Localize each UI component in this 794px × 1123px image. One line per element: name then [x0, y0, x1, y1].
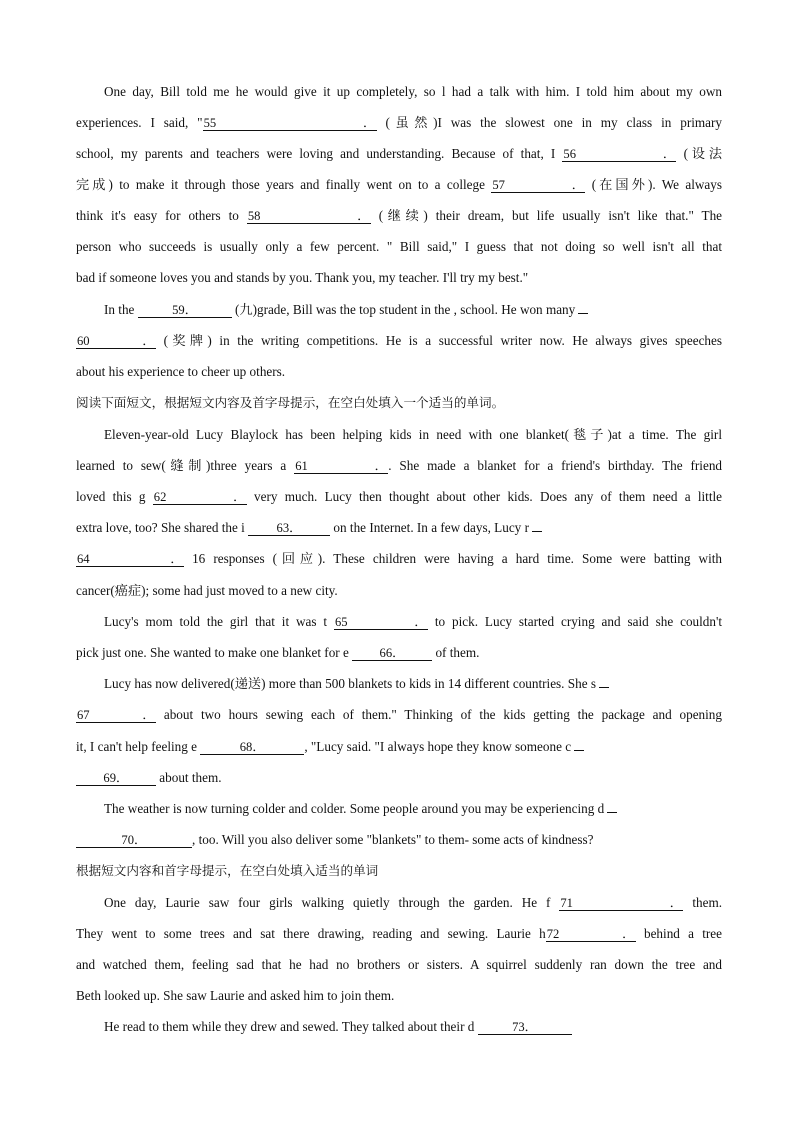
blank-67-lead [599, 675, 609, 688]
text-line: 69． about them. [76, 769, 722, 787]
text-line: school, my parents and teachers were loving and understanding. Because of that, I 56． (设法 [76, 146, 723, 161]
blank-70-lead [607, 800, 617, 813]
blank-59[interactable]: 59． [138, 303, 232, 318]
text-line: They went to some trees and sat there drawing, reading and sewing. Laurie h72． behind a tree [76, 926, 722, 941]
text-line: bad if someone loves you and stands by you. Thank you, my teacher. I'll try my best." [76, 270, 529, 285]
blank-67[interactable]: 67． [77, 708, 155, 722]
blank-72[interactable]: 72． [546, 927, 635, 941]
text-line: it, I can't help feeling e 68． , "Lucy said. "I always hope they know someone c [76, 738, 722, 756]
text-line: Beth looked up. She saw Laurie and asked him to join them. [76, 988, 395, 1003]
section-instruction: 根据短文内容和首字母提示，在空白处填入适当的单词 [76, 863, 379, 878]
blank-58[interactable]: 58． [247, 209, 370, 223]
text-line: One day, Laurie saw four girls walking quietly through the garden. He f 71． them. [104, 895, 722, 910]
text-line: The weather is now turning colder and colder. Some people around you may be experiencing d [104, 800, 722, 818]
text-line: cancer(癌症); some had just moved to a new city. [76, 583, 338, 598]
blank-61[interactable]: 61． [295, 459, 388, 473]
text-line: think it's easy for others to 58． (继续) their dream, but life usually isn't like that." The [76, 208, 723, 223]
blank-68[interactable]: 68． [200, 740, 304, 755]
text-line: 64． 16 responses (回应). These children were having a hard time. Some were batting with [77, 551, 722, 566]
blank-73[interactable]: 73． [478, 1020, 572, 1035]
blank-56[interactable]: 56． [563, 147, 676, 161]
text-line: In the 59． (九)grade, Bill was the top student in the , school. He won many [104, 301, 722, 319]
text-line: 完成) to make it through those years and finally went on to a college 57． (在国外). We always [76, 177, 722, 192]
blank-60-lead [578, 301, 588, 314]
text-line: 67． about two hours sewing each of them." Thinking of the kids getting the package and opening [77, 707, 722, 722]
blank-64-lead [532, 519, 542, 532]
blank-57[interactable]: 57． [492, 178, 585, 192]
text-line: Lucy's mom told the girl that it was t 65． to pick. Lucy started crying and said she couldn't [104, 614, 723, 629]
blank-63[interactable]: 63． [248, 521, 330, 536]
blank-69[interactable]: 69． [76, 771, 156, 786]
text-line: extra love, too? She shared the i 63． on the Internet. In a few days, Lucy r [76, 519, 722, 537]
text-line: about his experience to cheer up others. [76, 364, 286, 379]
blank-69-lead [574, 738, 584, 751]
text-line: One day, Bill told me he would give it up completely, so l had a talk with him. I told him about my own [104, 84, 722, 99]
blank-55[interactable]: 55． [203, 116, 376, 130]
text-line: loved this g 62． very much. Lucy then thought about other kids. Does any of them need a little [76, 489, 723, 504]
text-line: 70． , too. Will you also deliver some "blankets" to them- some acts of kindness? [76, 831, 722, 849]
section-instruction: 阅读下面短文，根据短文内容及首字母提示，在空白处填入一个适当的单词。 [76, 395, 505, 410]
text-line: person who succeeds is usually only a few percent. " Bill said," I guess that not doing so well isn't all that [76, 239, 722, 254]
text-line: Lucy has now delivered(递送) more than 500 blankets to kids in 14 different countries. She s [104, 675, 722, 693]
text-line: and watched them, feeling sad that he had no brothers or sisters. A squirrel suddenly ran down the tree and [76, 957, 722, 972]
text-line: learned to sew(缝制)three years a 61．. She made a blanket for a friend's birthday. The friend [76, 458, 723, 473]
text-line: 60． (奖牌) in the writing competitions. He is a successful writer now. He always gives speeches [77, 333, 723, 348]
blank-70[interactable]: 70． [76, 833, 192, 848]
blank-62[interactable]: 62． [153, 490, 246, 504]
text-line: He read to them while they drew and sewed. They talked about their d 73． [104, 1018, 722, 1036]
text-line: Eleven-year-old Lucy Blaylock has been helping kids in need with one blanket(毯子)at a time. The girl [104, 427, 722, 442]
blank-60[interactable]: 60． [77, 334, 155, 348]
text-line: experiences. I said, "55． (虽然)I was the slowest one in my class in primary [76, 115, 722, 130]
text-line: pick just one. She wanted to make one blanket for e 66． of them. [76, 645, 480, 660]
blank-65[interactable]: 65． [334, 615, 427, 629]
blank-71[interactable]: 71． [560, 896, 683, 910]
blank-66[interactable]: 66． [352, 646, 432, 661]
blank-64[interactable]: 64． [77, 552, 183, 566]
